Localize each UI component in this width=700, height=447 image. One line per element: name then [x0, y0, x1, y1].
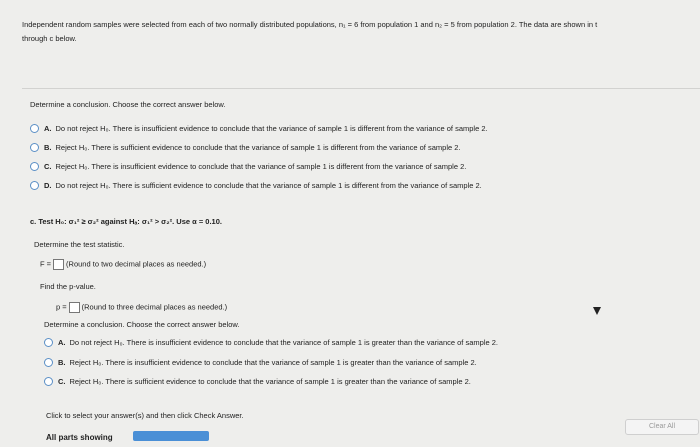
- intro-line-2: through c below.: [22, 34, 77, 43]
- option-text: Do not reject H₀. There is insufficient evidence to conclude that the variance of sample 1 is different from the variance of sample 2.: [55, 124, 488, 133]
- p-answer-input[interactable]: [69, 302, 80, 313]
- radio-button[interactable]: [44, 358, 53, 367]
- p-row: [56, 302, 227, 313]
- intro-line-1: Independent random samples were selected from each of two normally distributed populations, n₁ = 6 from population 1 and n₂ = 5 from population 2. The data are shown in t: [22, 20, 598, 29]
- partb-option-d[interactable]: [30, 181, 482, 190]
- p-hint: (Round to three decimal places as needed.): [81, 302, 228, 312]
- clear-all-button[interactable]: Clear All: [625, 419, 699, 435]
- test-statistic-prompt: Determine the test statistic.: [34, 240, 125, 249]
- all-parts-showing-label: All parts showing: [46, 433, 113, 442]
- radio-button[interactable]: [30, 143, 39, 152]
- partc-option-a[interactable]: [44, 338, 498, 347]
- f-label: F =: [40, 259, 52, 269]
- partc-conclusion-prompt: Determine a conclusion. Choose the correct answer below.: [44, 320, 240, 329]
- option-letter: C.: [44, 162, 52, 171]
- partc-header: c. Test H₀: σ₁² ≥ σ₂² against Hₐ: σ₁² > σ₂². Use α = 0.10.: [30, 217, 222, 226]
- partc-option-b[interactable]: [44, 358, 477, 367]
- footer-instruction: Click to select your answer(s) and then click Check Answer.: [46, 411, 244, 420]
- option-text: Do not reject H₀. There is insufficient evidence to conclude that the variance of sample 1 is greater than the variance of sample 2.: [69, 338, 498, 347]
- option-letter: A.: [58, 338, 66, 347]
- problem-intro: [22, 18, 700, 46]
- option-letter: D.: [44, 181, 52, 190]
- progress-bar: [133, 431, 209, 441]
- mouse-cursor-icon: [593, 307, 601, 315]
- option-text: Reject H₀. There is insufficient evidence to conclude that the variance of sample 1 is greater than the variance of sample 2.: [69, 358, 477, 367]
- f-answer-input[interactable]: [53, 259, 64, 270]
- partb-option-c[interactable]: [30, 162, 466, 171]
- option-letter: A.: [44, 124, 52, 133]
- option-letter: B.: [58, 358, 66, 367]
- p-label: p =: [56, 302, 67, 312]
- partc-option-c[interactable]: [44, 377, 471, 386]
- option-text: Reject H₀. There is insufficient evidence to conclude that the variance of sample 1 is different from the variance of sample 2.: [55, 162, 467, 171]
- radio-button[interactable]: [30, 124, 39, 133]
- option-text: Do not reject H₀. There is sufficient evidence to conclude that the variance of sample 1 is different from the variance of sample 2.: [55, 181, 482, 190]
- partb-option-b[interactable]: [30, 143, 461, 152]
- f-row: [40, 259, 206, 270]
- progress-bar-fill: [133, 431, 209, 441]
- partb-prompt: Determine a conclusion. Choose the correct answer below.: [30, 100, 226, 109]
- pvalue-prompt: Find the p-value.: [40, 282, 96, 291]
- option-letter: C.: [58, 377, 66, 386]
- option-text: Reject H₀. There is sufficient evidence to conclude that the variance of sample 1 is different from the variance of sample 2.: [55, 143, 461, 152]
- divider: [22, 88, 700, 89]
- radio-button[interactable]: [44, 338, 53, 347]
- radio-button[interactable]: [44, 377, 53, 386]
- f-hint: (Round to two decimal places as needed.): [66, 259, 207, 269]
- radio-button[interactable]: [30, 162, 39, 171]
- option-letter: B.: [44, 143, 52, 152]
- radio-button[interactable]: [30, 181, 39, 190]
- option-text: Reject H₀. There is sufficient evidence to conclude that the variance of sample 1 is greater than the variance of sample 2.: [69, 377, 471, 386]
- partb-option-a[interactable]: [30, 124, 488, 133]
